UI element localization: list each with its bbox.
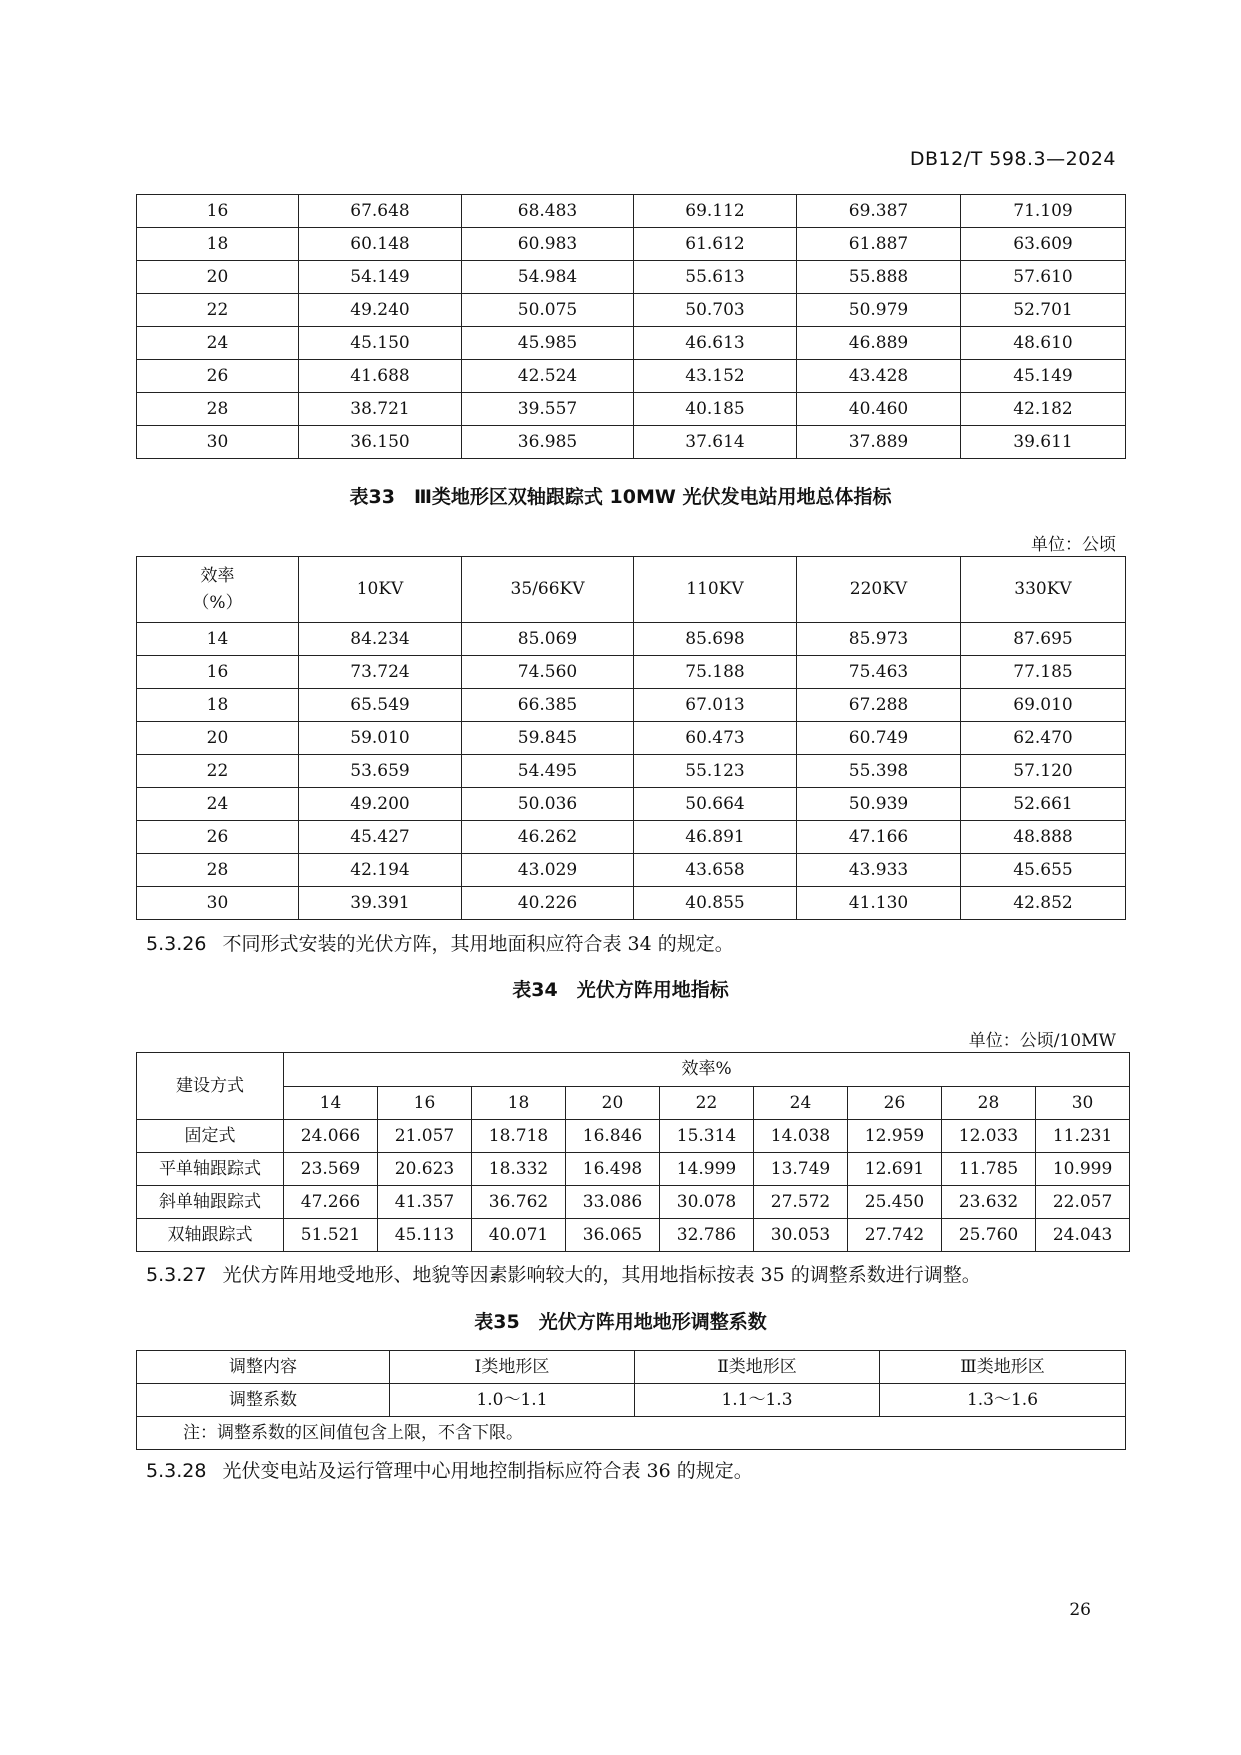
value-cell: 67.648 [299, 195, 462, 228]
column-header: 35/66KV [462, 557, 634, 623]
value-cell: 40.855 [634, 887, 797, 920]
table35-header: Ⅰ类地形区 [390, 1351, 635, 1384]
efficiency-cell: 22 [137, 294, 299, 327]
table-row [137, 393, 1126, 426]
table35 [136, 1350, 1126, 1450]
efficiency-header-line2: （%） [192, 592, 243, 613]
clause-text: 不同形式安装的光伏方阵，其用地面积应符合表 34 的规定。 [222, 933, 734, 955]
efficiency-header: 28 [942, 1087, 1036, 1120]
value-cell: 50.664 [634, 788, 797, 821]
value-cell: 11.231 [1036, 1120, 1130, 1153]
value-cell: 37.889 [797, 426, 961, 459]
value-cell: 85.973 [797, 623, 961, 656]
value-cell: 10.999 [1036, 1153, 1130, 1186]
value-cell: 65.549 [299, 689, 462, 722]
value-cell: 71.109 [961, 195, 1126, 228]
value-cell: 63.609 [961, 228, 1126, 261]
value-cell: 18.332 [472, 1153, 566, 1186]
value-cell: 46.891 [634, 821, 797, 854]
value-cell: 60.473 [634, 722, 797, 755]
efficiency-header: 26 [848, 1087, 942, 1120]
efficiency-cell: 26 [137, 360, 299, 393]
table-row [137, 1186, 1130, 1219]
value-cell: 12.691 [848, 1153, 942, 1186]
value-cell: 30.078 [660, 1186, 754, 1219]
value-cell: 50.703 [634, 294, 797, 327]
value-cell: 62.470 [961, 722, 1126, 755]
efficiency-header: 14 [284, 1087, 378, 1120]
build-method-header: 建设方式 [137, 1053, 284, 1120]
value-cell: 54.984 [462, 261, 634, 294]
value-cell: 57.610 [961, 261, 1126, 294]
value-cell: 16.498 [566, 1153, 660, 1186]
value-cell: 39.391 [299, 887, 462, 920]
build-method-cell: 平单轴跟踪式 [137, 1153, 284, 1186]
efficiency-cell: 18 [137, 689, 299, 722]
table-row [137, 755, 1126, 788]
value-cell: 52.661 [961, 788, 1126, 821]
value-cell: 24.043 [1036, 1219, 1130, 1252]
table-row [137, 294, 1126, 327]
column-header: 330KV [961, 557, 1126, 623]
efficiency-header: 18 [472, 1087, 566, 1120]
efficiency-cell: 22 [137, 755, 299, 788]
value-cell: 43.933 [797, 854, 961, 887]
value-cell: 73.724 [299, 656, 462, 689]
value-cell: 41.130 [797, 887, 961, 920]
efficiency-cell: 20 [137, 722, 299, 755]
value-cell: 59.010 [299, 722, 462, 755]
value-cell: 46.613 [634, 327, 797, 360]
table-row [137, 656, 1126, 689]
value-cell: 15.314 [660, 1120, 754, 1153]
value-cell: 12.033 [942, 1120, 1036, 1153]
value-cell: 48.888 [961, 821, 1126, 854]
table34 [136, 1052, 1130, 1252]
efficiency-cell: 24 [137, 788, 299, 821]
value-cell: 51.521 [284, 1219, 378, 1252]
value-cell: 61.887 [797, 228, 961, 261]
value-cell: 52.701 [961, 294, 1126, 327]
value-cell: 12.959 [848, 1120, 942, 1153]
value-cell: 55.123 [634, 755, 797, 788]
value-cell: 38.721 [299, 393, 462, 426]
value-cell: 85.698 [634, 623, 797, 656]
value-cell: 50.939 [797, 788, 961, 821]
value-cell: 40.185 [634, 393, 797, 426]
build-method-cell: 斜单轴跟踪式 [137, 1186, 284, 1219]
efficiency-cell: 16 [137, 195, 299, 228]
value-cell: 54.149 [299, 261, 462, 294]
efficiency-cell: 18 [137, 228, 299, 261]
efficiency-cell: 26 [137, 821, 299, 854]
table-row [137, 1120, 1130, 1153]
page-number: 26 [1069, 1600, 1091, 1620]
efficiency-cell: 28 [137, 854, 299, 887]
clause-5-3-27 [146, 1260, 981, 1287]
value-cell: 45.150 [299, 327, 462, 360]
clause-number: 5.3.26 [146, 933, 207, 955]
table-continued [136, 194, 1126, 459]
value-cell: 74.560 [462, 656, 634, 689]
value-cell: 87.695 [961, 623, 1126, 656]
value-cell: 24.066 [284, 1120, 378, 1153]
table-row [137, 228, 1126, 261]
value-cell: 46.262 [462, 821, 634, 854]
value-cell: 77.185 [961, 656, 1126, 689]
value-cell: 47.266 [284, 1186, 378, 1219]
value-cell: 45.427 [299, 821, 462, 854]
table-row [137, 1153, 1130, 1186]
table35-header: Ⅱ类地形区 [635, 1351, 880, 1384]
table-row [137, 623, 1126, 656]
value-cell: 43.658 [634, 854, 797, 887]
value-cell: 40.226 [462, 887, 634, 920]
value-cell: 40.071 [472, 1219, 566, 1252]
efficiency-cell: 30 [137, 426, 299, 459]
value-cell: 37.614 [634, 426, 797, 459]
value-cell: 69.112 [634, 195, 797, 228]
clause-5-3-28 [146, 1456, 753, 1483]
value-cell: 60.148 [299, 228, 462, 261]
column-header: 220KV [797, 557, 961, 623]
table35-header: Ⅲ类地形区 [880, 1351, 1126, 1384]
value-cell: 45.655 [961, 854, 1126, 887]
value-cell: 22.057 [1036, 1186, 1130, 1219]
efficiency-cell: 28 [137, 393, 299, 426]
value-cell: 43.029 [462, 854, 634, 887]
value-cell: 45.149 [961, 360, 1126, 393]
value-cell: 27.572 [754, 1186, 848, 1219]
document-code: DB12/T 598.3—2024 [909, 148, 1116, 170]
value-cell: 69.387 [797, 195, 961, 228]
table34-unit: 单位：公顷/10MW [968, 1031, 1116, 1051]
table-row [137, 1219, 1130, 1252]
table-row [137, 426, 1126, 459]
column-header: 110KV [634, 557, 797, 623]
table35-cell: 1.3～1.6 [880, 1384, 1126, 1417]
value-cell: 60.749 [797, 722, 961, 755]
value-cell: 49.240 [299, 294, 462, 327]
clause-text: 光伏变电站及运行管理中心用地控制指标应符合表 36 的规定。 [222, 1460, 753, 1482]
value-cell: 75.188 [634, 656, 797, 689]
value-cell: 85.069 [462, 623, 634, 656]
value-cell: 11.785 [942, 1153, 1036, 1186]
efficiency-cell: 20 [137, 261, 299, 294]
value-cell: 55.398 [797, 755, 961, 788]
table-row [137, 261, 1126, 294]
table-row [137, 689, 1126, 722]
table35-cell: 1.1～1.3 [635, 1384, 880, 1417]
efficiency-header: 20 [566, 1087, 660, 1120]
efficiency-header: 16 [378, 1087, 472, 1120]
table-row [137, 195, 1126, 228]
value-cell: 45.985 [462, 327, 634, 360]
value-cell: 32.786 [660, 1219, 754, 1252]
value-cell: 50.075 [462, 294, 634, 327]
clause-number: 5.3.28 [146, 1460, 207, 1482]
value-cell: 14.999 [660, 1153, 754, 1186]
value-cell: 42.194 [299, 854, 462, 887]
table-row [137, 788, 1126, 821]
efficiency-header [137, 557, 299, 623]
value-cell: 27.742 [848, 1219, 942, 1252]
value-cell: 68.483 [462, 195, 634, 228]
value-cell: 67.288 [797, 689, 961, 722]
value-cell: 21.057 [378, 1120, 472, 1153]
value-cell: 33.086 [566, 1186, 660, 1219]
value-cell: 50.036 [462, 788, 634, 821]
value-cell: 25.450 [848, 1186, 942, 1219]
value-cell: 39.557 [462, 393, 634, 426]
efficiency-header: 30 [1036, 1087, 1130, 1120]
table35-note: 注：调整系数的区间值包含上限，不含下限。 [137, 1417, 1126, 1450]
value-cell: 49.200 [299, 788, 462, 821]
value-cell: 36.150 [299, 426, 462, 459]
value-cell: 47.166 [797, 821, 961, 854]
value-cell: 39.611 [961, 426, 1126, 459]
value-cell: 23.632 [942, 1186, 1036, 1219]
table33 [136, 556, 1126, 920]
table-row [137, 821, 1126, 854]
clause-text: 光伏方阵用地受地形、地貌等因素影响较大的，其用地指标按表 35 的调整系数进行调整。 [222, 1264, 981, 1286]
value-cell: 14.038 [754, 1120, 848, 1153]
value-cell: 75.463 [797, 656, 961, 689]
value-cell: 41.688 [299, 360, 462, 393]
value-cell: 20.623 [378, 1153, 472, 1186]
value-cell: 69.010 [961, 689, 1126, 722]
value-cell: 50.979 [797, 294, 961, 327]
table-row [137, 887, 1126, 920]
value-cell: 18.718 [472, 1120, 566, 1153]
value-cell: 84.234 [299, 623, 462, 656]
efficiency-cell: 14 [137, 623, 299, 656]
efficiency-header-line1: 效率 [200, 566, 235, 587]
value-cell: 23.569 [284, 1153, 378, 1186]
value-cell: 42.182 [961, 393, 1126, 426]
efficiency-header: 24 [754, 1087, 848, 1120]
table-row [137, 722, 1126, 755]
table34-caption: 表34 光伏方阵用地指标 [512, 979, 729, 1001]
table35-caption: 表35 光伏方阵用地地形调整系数 [474, 1311, 767, 1333]
value-cell: 13.749 [754, 1153, 848, 1186]
efficiency-group-header: 效率% [284, 1053, 1130, 1087]
clause-number: 5.3.27 [146, 1264, 207, 1286]
value-cell: 40.460 [797, 393, 961, 426]
value-cell: 25.760 [942, 1219, 1036, 1252]
value-cell: 67.013 [634, 689, 797, 722]
efficiency-cell: 24 [137, 327, 299, 360]
value-cell: 36.762 [472, 1186, 566, 1219]
build-method-cell: 双轴跟踪式 [137, 1219, 284, 1252]
value-cell: 42.524 [462, 360, 634, 393]
efficiency-header: 22 [660, 1087, 754, 1120]
value-cell: 57.120 [961, 755, 1126, 788]
value-cell: 41.357 [378, 1186, 472, 1219]
value-cell: 55.888 [797, 261, 961, 294]
value-cell: 43.152 [634, 360, 797, 393]
value-cell: 36.065 [566, 1219, 660, 1252]
efficiency-cell: 16 [137, 656, 299, 689]
value-cell: 48.610 [961, 327, 1126, 360]
value-cell: 55.613 [634, 261, 797, 294]
build-method-cell: 固定式 [137, 1120, 284, 1153]
table-row [137, 360, 1126, 393]
efficiency-cell: 30 [137, 887, 299, 920]
value-cell: 43.428 [797, 360, 961, 393]
table-row [137, 327, 1126, 360]
column-header: 10KV [299, 557, 462, 623]
value-cell: 66.385 [462, 689, 634, 722]
value-cell: 46.889 [797, 327, 961, 360]
table35-header: 调整内容 [137, 1351, 390, 1384]
value-cell: 60.983 [462, 228, 634, 261]
value-cell: 30.053 [754, 1219, 848, 1252]
value-cell: 54.495 [462, 755, 634, 788]
value-cell: 59.845 [462, 722, 634, 755]
table33-caption: 表33 Ⅲ类地形区双轴跟踪式 10MW 光伏发电站用地总体指标 [349, 486, 892, 508]
value-cell: 16.846 [566, 1120, 660, 1153]
table35-cell: 调整系数 [137, 1384, 390, 1417]
value-cell: 45.113 [378, 1219, 472, 1252]
clause-5-3-26 [146, 929, 734, 956]
value-cell: 42.852 [961, 887, 1126, 920]
value-cell: 53.659 [299, 755, 462, 788]
table33-unit: 单位：公顷 [1031, 535, 1116, 555]
table35-cell: 1.0～1.1 [390, 1384, 635, 1417]
value-cell: 61.612 [634, 228, 797, 261]
value-cell: 36.985 [462, 426, 634, 459]
table-row [137, 854, 1126, 887]
